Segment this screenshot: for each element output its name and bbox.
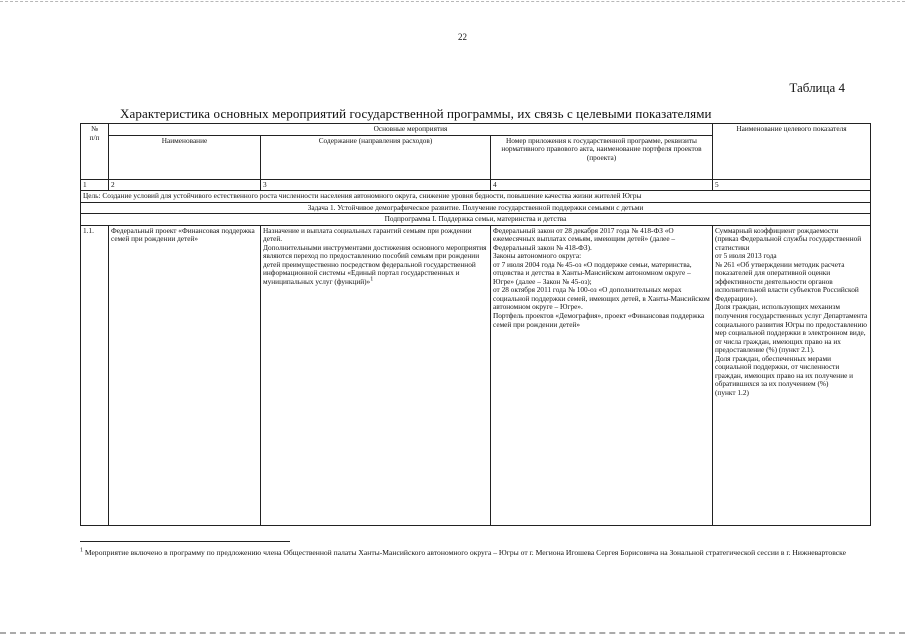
column-number-5: 5: [713, 179, 871, 191]
header-num: № п/п: [81, 124, 109, 180]
subprogram-text: Подпрограмма I. Поддержка семьи, материнства и детства: [81, 214, 871, 226]
events-table: [80, 123, 871, 526]
table-label: Таблица 4: [789, 80, 845, 95]
header-content: Содержание (направления расходов): [261, 135, 491, 179]
task-text: Задача 1. Устойчивое демографическое развитие. Получение государственной поддержки семьями с детьми: [81, 202, 871, 214]
table-row: [81, 225, 871, 525]
row-number: 1.1.: [81, 225, 109, 525]
footnote-mark: 1: [80, 547, 83, 554]
column-number-row: [81, 179, 871, 191]
header-main-events: Основные мероприятия: [109, 124, 713, 136]
goal-row: [81, 191, 871, 203]
column-number-3: 3: [261, 179, 491, 191]
subprogram-row: [81, 214, 871, 226]
footnote-divider: [80, 541, 290, 542]
header-appendix: Номер приложения к государственной программе, реквизиты нормативного правового акта, наименование портфеля проектов (проекта): [491, 135, 713, 179]
footnote: [80, 548, 860, 558]
task-row: [81, 202, 871, 214]
scan-bottom-edge: [0, 632, 905, 634]
footnote-reference: 1: [370, 276, 374, 283]
page-number: 22: [458, 32, 467, 42]
footnote-text: Мероприятие включено в программу по предложению члена Общественной палаты Ханты-Мансийского автономного округа – Югры от г. Мегиона Игошева Сергея Борисовича на Зональной стратегической сессии в г. Нижневартовске: [84, 548, 846, 557]
column-number-4: 4: [491, 179, 713, 191]
row-indicator: Суммарный коэффициент рождаемости (приказ Федеральной службы государственной статистики от 5 июля 2013 года № 261 «Об утверждении методик расчета показателей для оперативной оценки эффективности деятельности органов исполнительной власти субъектов Российской Федерации»). Доля граждан, использующих механизм получения государственных услуг Департамента социального развития Югры по предоставлению мер социальной поддержки в электронном виде, от числа граждан, имеющих право на их предоставление (%) (пункт 2.1). Доля граждан, обеспеченных мерами социальной поддержки, от численности граждан, имеющих право на их получение и обратившихся за их получением (%) (пункт 1.2): [713, 225, 871, 525]
table-title: Характеристика основных мероприятий государственной программы, их связь с целевыми показателями: [120, 106, 712, 121]
row-name: Федеральный проект «Финансовая поддержка семей при рождении детей»: [109, 225, 261, 525]
column-number-1: 1: [81, 179, 109, 191]
header-name: Наименование: [109, 135, 261, 179]
scan-top-edge: [0, 1, 905, 2]
column-number-2: 2: [109, 179, 261, 191]
row-appendix: Федеральный закон от 28 декабря 2017 года № 418-ФЗ «О ежемесячных выплатах семьям, имеющим детей» (далее – Федеральный закон № 418-ФЗ). Законы автономного округа: от 7 июля 2004 года № 45-оз «О поддержке семьи, материнства, отцовства и детства в Ханты-Мансийском автономном округе – Югре» (далее – Закон № 45-оз); от 28 октября 2011 года № 100-оз «О дополнительных мерах социальной поддержки семей, имеющих детей, в Ханты-Мансийском автономном округе – Югре». Портфель проектов «Демография», проект «Финансовая поддержка семей при рождении детей»: [491, 225, 713, 525]
row-content: [261, 225, 491, 525]
goal-text: Цель: Создание условий для устойчивого естественного роста численности населения автономного округа, снижение уровня бедности, повышение качества жизни жителей Югры: [81, 191, 871, 203]
header-row-1: [81, 124, 871, 136]
header-indicator: Наименование целевого показателя: [713, 124, 871, 180]
row-content-text: Назначение и выплата социальных гарантий семьям при рождении детей. Дополнительными инструментами достижения основного мероприятия являются переход по предоставлению пособий семьям при рождении детей преимущественно посредством федеральной государственной информационной системы «Единый портал государственных и муниципальных услуг (функций)»: [263, 225, 487, 286]
